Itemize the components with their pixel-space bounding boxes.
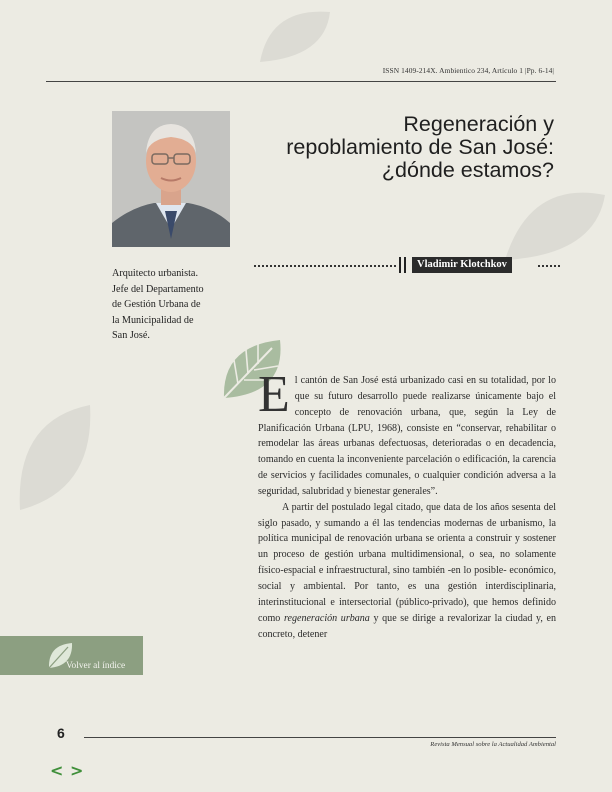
bio-line: la Municipalidad de	[112, 314, 194, 326]
journal-name: Revista Mensual sobre la Actualidad Ambiental	[430, 741, 556, 748]
page-number: 6	[57, 725, 65, 741]
article-body	[258, 366, 556, 642]
bio-line: de Gestión Urbana de	[112, 299, 201, 311]
author-photo	[112, 111, 230, 247]
author-byline	[254, 257, 560, 273]
previous-page-button[interactable]: <	[50, 761, 64, 780]
bio-line: San José.	[112, 330, 150, 342]
back-to-index-button[interactable]	[0, 636, 143, 675]
next-page-button[interactable]: >	[70, 761, 84, 780]
title-line: ¿dónde estamos?	[381, 158, 554, 182]
drop-cap: E	[258, 366, 290, 423]
title-line: repoblamiento de San José:	[286, 135, 554, 159]
header-citation: ISSN 1409-214X. Ambientico 234, Artículo 1 |Pp. 6-14|	[382, 66, 554, 75]
footer-divider	[84, 737, 556, 738]
bio-line: Arquitecto urbanista.	[112, 268, 199, 279]
background-leaf-icon	[250, 2, 340, 72]
header-divider	[46, 81, 556, 82]
dotted-rule	[254, 265, 396, 267]
dotted-rule	[538, 265, 560, 267]
back-to-index-label: Volver al índice	[66, 661, 126, 671]
bio-line: Jefe del Departamento	[112, 283, 204, 295]
author-name: Vladimir Klotchkov	[412, 257, 512, 273]
article-title	[234, 113, 554, 182]
paragraph: El cantón de San José está urbanizado casi en su totalidad, por lo que su futuro desarrollo puede realizarse únicamente bajo el concepto de renovación urbana, que, según la Ley de Planificación Urbana (LPU, 1968), consiste en “conservar, rehabilitar o remodelar las áreas urbanas defectuosas, deterioradas o en decadencia, tomando en cuenta la inconveniente parcelación o edificación, la carencia de servicios y facilidades comunales, o cualquier condición adversa a la seguridad, salubridad y bienestar generales”.	[258, 366, 556, 497]
author-bio	[112, 266, 237, 344]
title-line: Regeneración y	[403, 112, 554, 136]
paragraph: A partir del postulado legal citado, que data de los años sesenta del siglo pasado, y sumando a él las tendencias modernas de urbanismo, la política municipal de renovación urbana se orienta a construir y sostener un proceso de gestión urbana multidimensional, o sea, no solamente físico-espacial e infraestructural, sino también -en lo posible- económico, social y ambiental. Por tanto, es una gestión interdisciplinaria, interinstitucional e intersectorial (público-privado), que hemos definido como regeneración urbana y que se dirige a revalorizar la ciudad y, en concreto, detener	[258, 501, 556, 640]
background-leaf-icon	[10, 400, 100, 520]
